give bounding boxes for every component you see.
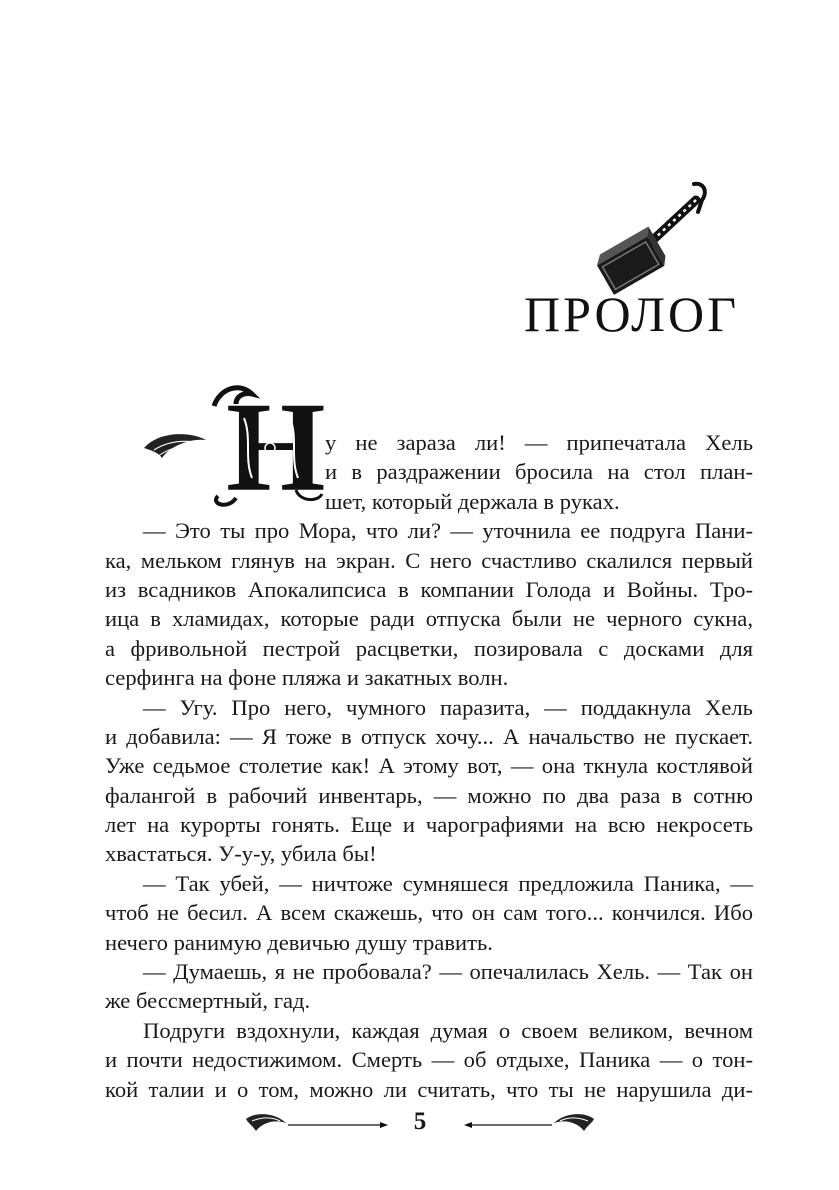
- left-leaf-icon: [246, 1114, 286, 1131]
- text-line: — Думаешь, я не пробовала? — опечалилась Хель. — Так он: [143, 959, 753, 985]
- body-text: [105, 428, 753, 1104]
- text-line: — Так убей, — ничтоже сумняшеся предложила Паника, —: [143, 870, 753, 896]
- text-line: а фривольной пестрой расцветки, позировала с досками для: [105, 635, 753, 661]
- text-line: ка, мельком глянув на экран. С него счастливо скалился первый: [105, 547, 753, 573]
- text-line: шет, который держала в руках.: [325, 488, 620, 514]
- chapter-title: ПРОЛОГ: [524, 286, 740, 342]
- text-line: у не зараза ли! — припечатала Хель: [325, 430, 753, 455]
- text-line: ица в хламидах, которые ради отпуска были не черного сукна,: [105, 606, 753, 632]
- text-line: лет на курорты гонять. Еще и чарографиями на всю некросеть: [105, 812, 753, 838]
- text-line: и добавила: — Я тоже в отпуск хочу... А начальство не пускает.: [105, 723, 753, 749]
- text-line: же бессмертный, гад.: [105, 988, 311, 1014]
- text-line: чтоб не бесил. А всем скажешь, что он сам того... кончился. Ибо: [105, 900, 753, 926]
- dropcap-letter: Н: [226, 378, 326, 508]
- text-line: — Это ты про Мора, что ли? — уточнила ее подруга Пани-: [143, 518, 753, 544]
- right-leaf-icon: [554, 1114, 594, 1131]
- text-line: серфинга на фоне пляжа и закатных волн.: [105, 665, 509, 691]
- text-line: и почти недостижимом. Смерть — об отдыхе, Паника — о тон-: [105, 1047, 753, 1073]
- text-line: — Угу. Про него, чумного паразита, — поддакнула Хель: [143, 694, 753, 720]
- left-arrow-icon: [464, 1122, 472, 1128]
- hammer-icon: [596, 178, 716, 298]
- text-line: Уже седьмое столетие как! А этому вот, — она ткнула костлявой: [105, 753, 753, 779]
- text-line: и в раздражении бросила на стол план-: [325, 459, 753, 485]
- text-line: нечего ранимую девичью душу травить.: [105, 929, 493, 955]
- text-line: фалангой в рабочий инвентарь, — можно по два раза в сотню: [105, 782, 753, 808]
- text-line: хвастаться. У-у-у, убила бы!: [105, 841, 377, 867]
- page-number: 5: [413, 1108, 427, 1135]
- right-arrow-icon: [380, 1122, 388, 1128]
- text-line: Подруги вздохнули, каждая думая о своем великом, вечном: [143, 1017, 753, 1043]
- text-line: кой талии и о том, можно ли считать, что ты не нарушила ди-: [105, 1076, 753, 1102]
- text-line: из всадников Апокалипсиса в компании Голода и Войны. Тро-: [105, 576, 753, 602]
